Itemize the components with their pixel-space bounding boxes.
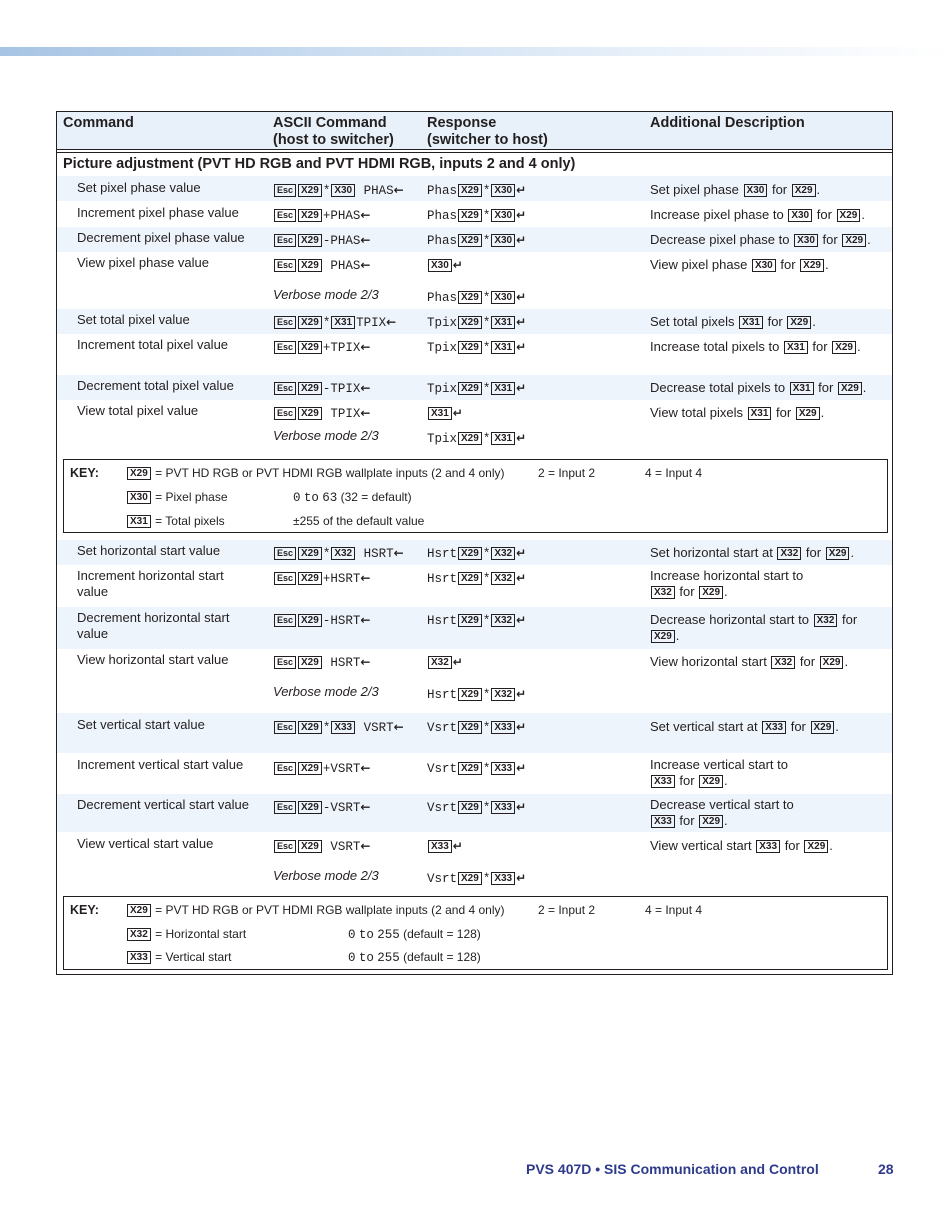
section-title: Picture adjustment (PVT HD RGB and PVT HDMI RGB, inputs 2 and 4 only)	[63, 156, 576, 172]
enter-arrow-icon: ←	[360, 340, 371, 354]
ascii-command-cell: Esc X29 * X32 HSRT←	[273, 545, 404, 562]
enter-arrow-icon: ←	[360, 208, 371, 222]
return-arrow-icon: ↵	[516, 233, 527, 247]
response-cell: Hsrt X29 * X32 ↵	[427, 571, 527, 586]
return-arrow-icon: ↵	[516, 546, 527, 560]
command-cell: Set total pixel value	[77, 312, 190, 327]
ascii-command-cell: Esc X29 -VSRT←	[273, 799, 370, 816]
key-range-x30: 0 to 63 (32 = default)	[293, 490, 412, 505]
return-arrow-icon: ↵	[516, 871, 527, 885]
key-entry-x31: X31 = Total pixels	[126, 514, 225, 528]
ascii-command-cell: Esc X29 * X30 PHAS←	[273, 182, 404, 199]
ascii-command-cell: Esc X29 -TPIX←	[273, 380, 370, 397]
description-cell: Set vertical start at X33 for X29 .	[650, 719, 839, 734]
command-cell: Increment total pixel value	[77, 337, 229, 352]
command-cell: Decrement horizontal start value	[77, 610, 230, 641]
description-cell: Increase horizontal start to X32 for X29 .	[650, 568, 804, 599]
enter-arrow-icon: ←	[360, 571, 371, 585]
response-cell: Tpix X29 * X31 ↵	[427, 340, 527, 355]
footer-title: PVS 407D • SIS Communication and Control	[526, 1161, 819, 1177]
return-arrow-icon: ↵	[516, 800, 527, 814]
verbose-mode-label: Verbose mode 2/3	[273, 684, 379, 699]
verbose-mode-label: Verbose mode 2/3	[273, 428, 379, 443]
return-arrow-icon: ↵	[452, 258, 463, 272]
ascii-command-cell: Esc X29 -PHAS←	[273, 232, 370, 249]
ascii-command-cell: Esc X29 * X31 TPIX←	[273, 314, 396, 331]
description-cell: Increase total pixels to X31 for X29 .	[650, 339, 861, 354]
key-entry-x30: X30 = Pixel phase	[126, 490, 228, 504]
ascii-command-cell: Esc X29 HSRT←	[273, 654, 370, 671]
ascii-command-cell: Esc X29 * X33 VSRT←	[273, 719, 404, 736]
response-cell: X33 ↵	[427, 838, 463, 855]
response-verbose-cell: Vsrt X29 * X33 ↵	[427, 871, 527, 886]
enter-arrow-icon: ←	[360, 233, 371, 247]
command-cell: Increment pixel phase value	[77, 205, 239, 220]
command-cell: Decrement pixel phase value	[77, 230, 245, 245]
description-cell: Decrease total pixels to X31 for X29 .	[650, 380, 867, 395]
key-input-4: 4 = Input 4	[645, 466, 703, 480]
response-cell: Hsrt X29 * X32 ↵	[427, 546, 527, 561]
command-cell: Increment horizontal start value	[77, 568, 224, 599]
key-input-2: 2 = Input 2	[538, 466, 596, 480]
ascii-command-cell: Esc X29 +VSRT←	[273, 760, 370, 777]
enter-arrow-icon: ←	[393, 546, 404, 560]
response-cell: Phas X29 * X30 ↵	[427, 233, 527, 248]
header-gradient-bar	[0, 47, 950, 56]
ascii-command-cell: Esc X29 PHAS←	[273, 257, 370, 274]
ascii-command-cell: Esc X29 +HSRT←	[273, 570, 370, 587]
response-cell: Phas X29 * X30 ↵	[427, 183, 527, 198]
ascii-command-cell: Esc X29 +TPIX←	[273, 339, 370, 356]
enter-arrow-icon: ←	[393, 720, 404, 734]
verbose-mode-label: Verbose mode 2/3	[273, 868, 379, 883]
verbose-mode-label: Verbose mode 2/3	[273, 287, 379, 302]
description-cell: Decrease pixel phase to X30 for X29 .	[650, 232, 871, 247]
enter-arrow-icon: ←	[360, 613, 371, 627]
key-label: KEY:	[70, 466, 99, 480]
ascii-command-cell: Esc X29 VSRT←	[273, 838, 370, 855]
header-ascii-command: ASCII Command (host to switcher)	[273, 115, 394, 148]
return-arrow-icon: ↵	[452, 655, 463, 669]
response-cell: Hsrt X29 * X32 ↵	[427, 613, 527, 628]
key-input-2: 2 = Input 2	[538, 903, 596, 917]
return-arrow-icon: ↵	[516, 290, 527, 304]
response-verbose-cell: Hsrt X29 * X32 ↵	[427, 687, 527, 702]
key-entry-x29: X29 = PVT HD RGB or PVT HDMI RGB wallplate inputs (2 and 4 only)	[126, 903, 505, 917]
response-cell: X30 ↵	[427, 257, 463, 274]
command-cell: View horizontal start value	[77, 652, 229, 667]
command-cell: Set vertical start value	[77, 717, 205, 732]
response-cell: Vsrt X29 * X33 ↵	[427, 800, 527, 815]
return-arrow-icon: ↵	[516, 431, 527, 445]
key-entry-x29: X29 = PVT HD RGB or PVT HDMI RGB wallplate inputs (2 and 4 only)	[126, 466, 505, 480]
enter-arrow-icon: ←	[360, 258, 371, 272]
page-number: 28	[878, 1161, 894, 1177]
header-command: Command	[63, 115, 134, 131]
command-cell: Increment vertical start value	[77, 757, 244, 772]
description-cell: Set total pixels X31 for X29 .	[650, 314, 816, 329]
return-arrow-icon: ↵	[452, 839, 463, 853]
return-arrow-icon: ↵	[516, 687, 527, 701]
header-description: Additional Description	[650, 115, 805, 131]
response-cell: Vsrt X29 * X33 ↵	[427, 761, 527, 776]
description-cell: Set pixel phase X30 for X29 .	[650, 182, 821, 197]
description-cell: View horizontal start X32 for X29 .	[650, 654, 849, 669]
command-cell: Set horizontal start value	[77, 543, 221, 558]
description-cell: View pixel phase X30 for X29 .	[650, 257, 829, 272]
enter-arrow-icon: ←	[360, 406, 371, 420]
return-arrow-icon: ↵	[516, 315, 527, 329]
description-cell: View vertical start X33 for X29 .	[650, 838, 833, 853]
description-cell: Decrease horizontal start to X32 for X29 .	[650, 612, 858, 643]
description-cell: Increase vertical start to X33 for X29 .	[650, 757, 788, 788]
return-arrow-icon: ↵	[516, 183, 527, 197]
enter-arrow-icon: ←	[360, 655, 371, 669]
table-frame	[56, 111, 893, 975]
return-arrow-icon: ↵	[516, 381, 527, 395]
return-arrow-icon: ↵	[516, 761, 527, 775]
command-cell: View vertical start value	[77, 836, 214, 851]
enter-arrow-icon: ←	[393, 183, 404, 197]
key-range-x33: 0 to 255 (default = 128)	[348, 950, 481, 965]
return-arrow-icon: ↵	[516, 613, 527, 627]
enter-arrow-icon: ←	[360, 800, 371, 814]
command-cell: Decrement vertical start value	[77, 797, 249, 812]
ascii-command-cell: Esc X29 TPIX←	[273, 405, 370, 422]
command-cell: Decrement total pixel value	[77, 378, 234, 393]
description-cell: Decrease vertical start to X33 for X29 .	[650, 797, 794, 828]
command-cell: View pixel phase value	[77, 255, 210, 270]
response-cell: Tpix X29 * X31 ↵	[427, 315, 527, 330]
return-arrow-icon: ↵	[516, 208, 527, 222]
return-arrow-icon: ↵	[452, 406, 463, 420]
command-cell: Set pixel phase value	[77, 180, 201, 195]
key-range-x32: 0 to 255 (default = 128)	[348, 927, 481, 942]
header-response: Response (switcher to host)	[427, 115, 548, 148]
key-entry-x32: X32 = Horizontal start	[126, 927, 246, 941]
return-arrow-icon: ↵	[516, 720, 527, 734]
response-cell: Phas X29 * X30 ↵	[427, 208, 527, 223]
response-cell: Tpix X29 * X31 ↵	[427, 381, 527, 396]
key-range-x31: ±255 of the default value	[293, 514, 425, 528]
description-cell: Set horizontal start at X32 for X29 .	[650, 545, 855, 560]
response-cell: X32 ↵	[427, 654, 463, 671]
key-entry-x33: X33 = Vertical start	[126, 950, 232, 964]
description-cell: Increase pixel phase to X30 for X29 .	[650, 207, 865, 222]
return-arrow-icon: ↵	[516, 340, 527, 354]
enter-arrow-icon: ←	[386, 315, 397, 329]
description-cell: View total pixels X31 for X29 .	[650, 405, 825, 420]
key-input-4: 4 = Input 4	[645, 903, 703, 917]
ascii-command-cell: Esc X29 -HSRT←	[273, 612, 370, 629]
response-cell: Vsrt X29 * X33 ↵	[427, 720, 527, 735]
enter-arrow-icon: ←	[360, 761, 371, 775]
response-cell: X31 ↵	[427, 405, 463, 422]
enter-arrow-icon: ←	[360, 839, 371, 853]
ascii-command-cell: Esc X29 +PHAS←	[273, 207, 370, 224]
response-verbose-cell: Tpix X29 * X31 ↵	[427, 431, 527, 446]
enter-arrow-icon: ←	[360, 381, 371, 395]
command-cell: View total pixel value	[77, 403, 199, 418]
return-arrow-icon: ↵	[516, 571, 527, 585]
key-label: KEY:	[70, 903, 99, 917]
response-verbose-cell: Phas X29 * X30 ↵	[427, 290, 527, 305]
